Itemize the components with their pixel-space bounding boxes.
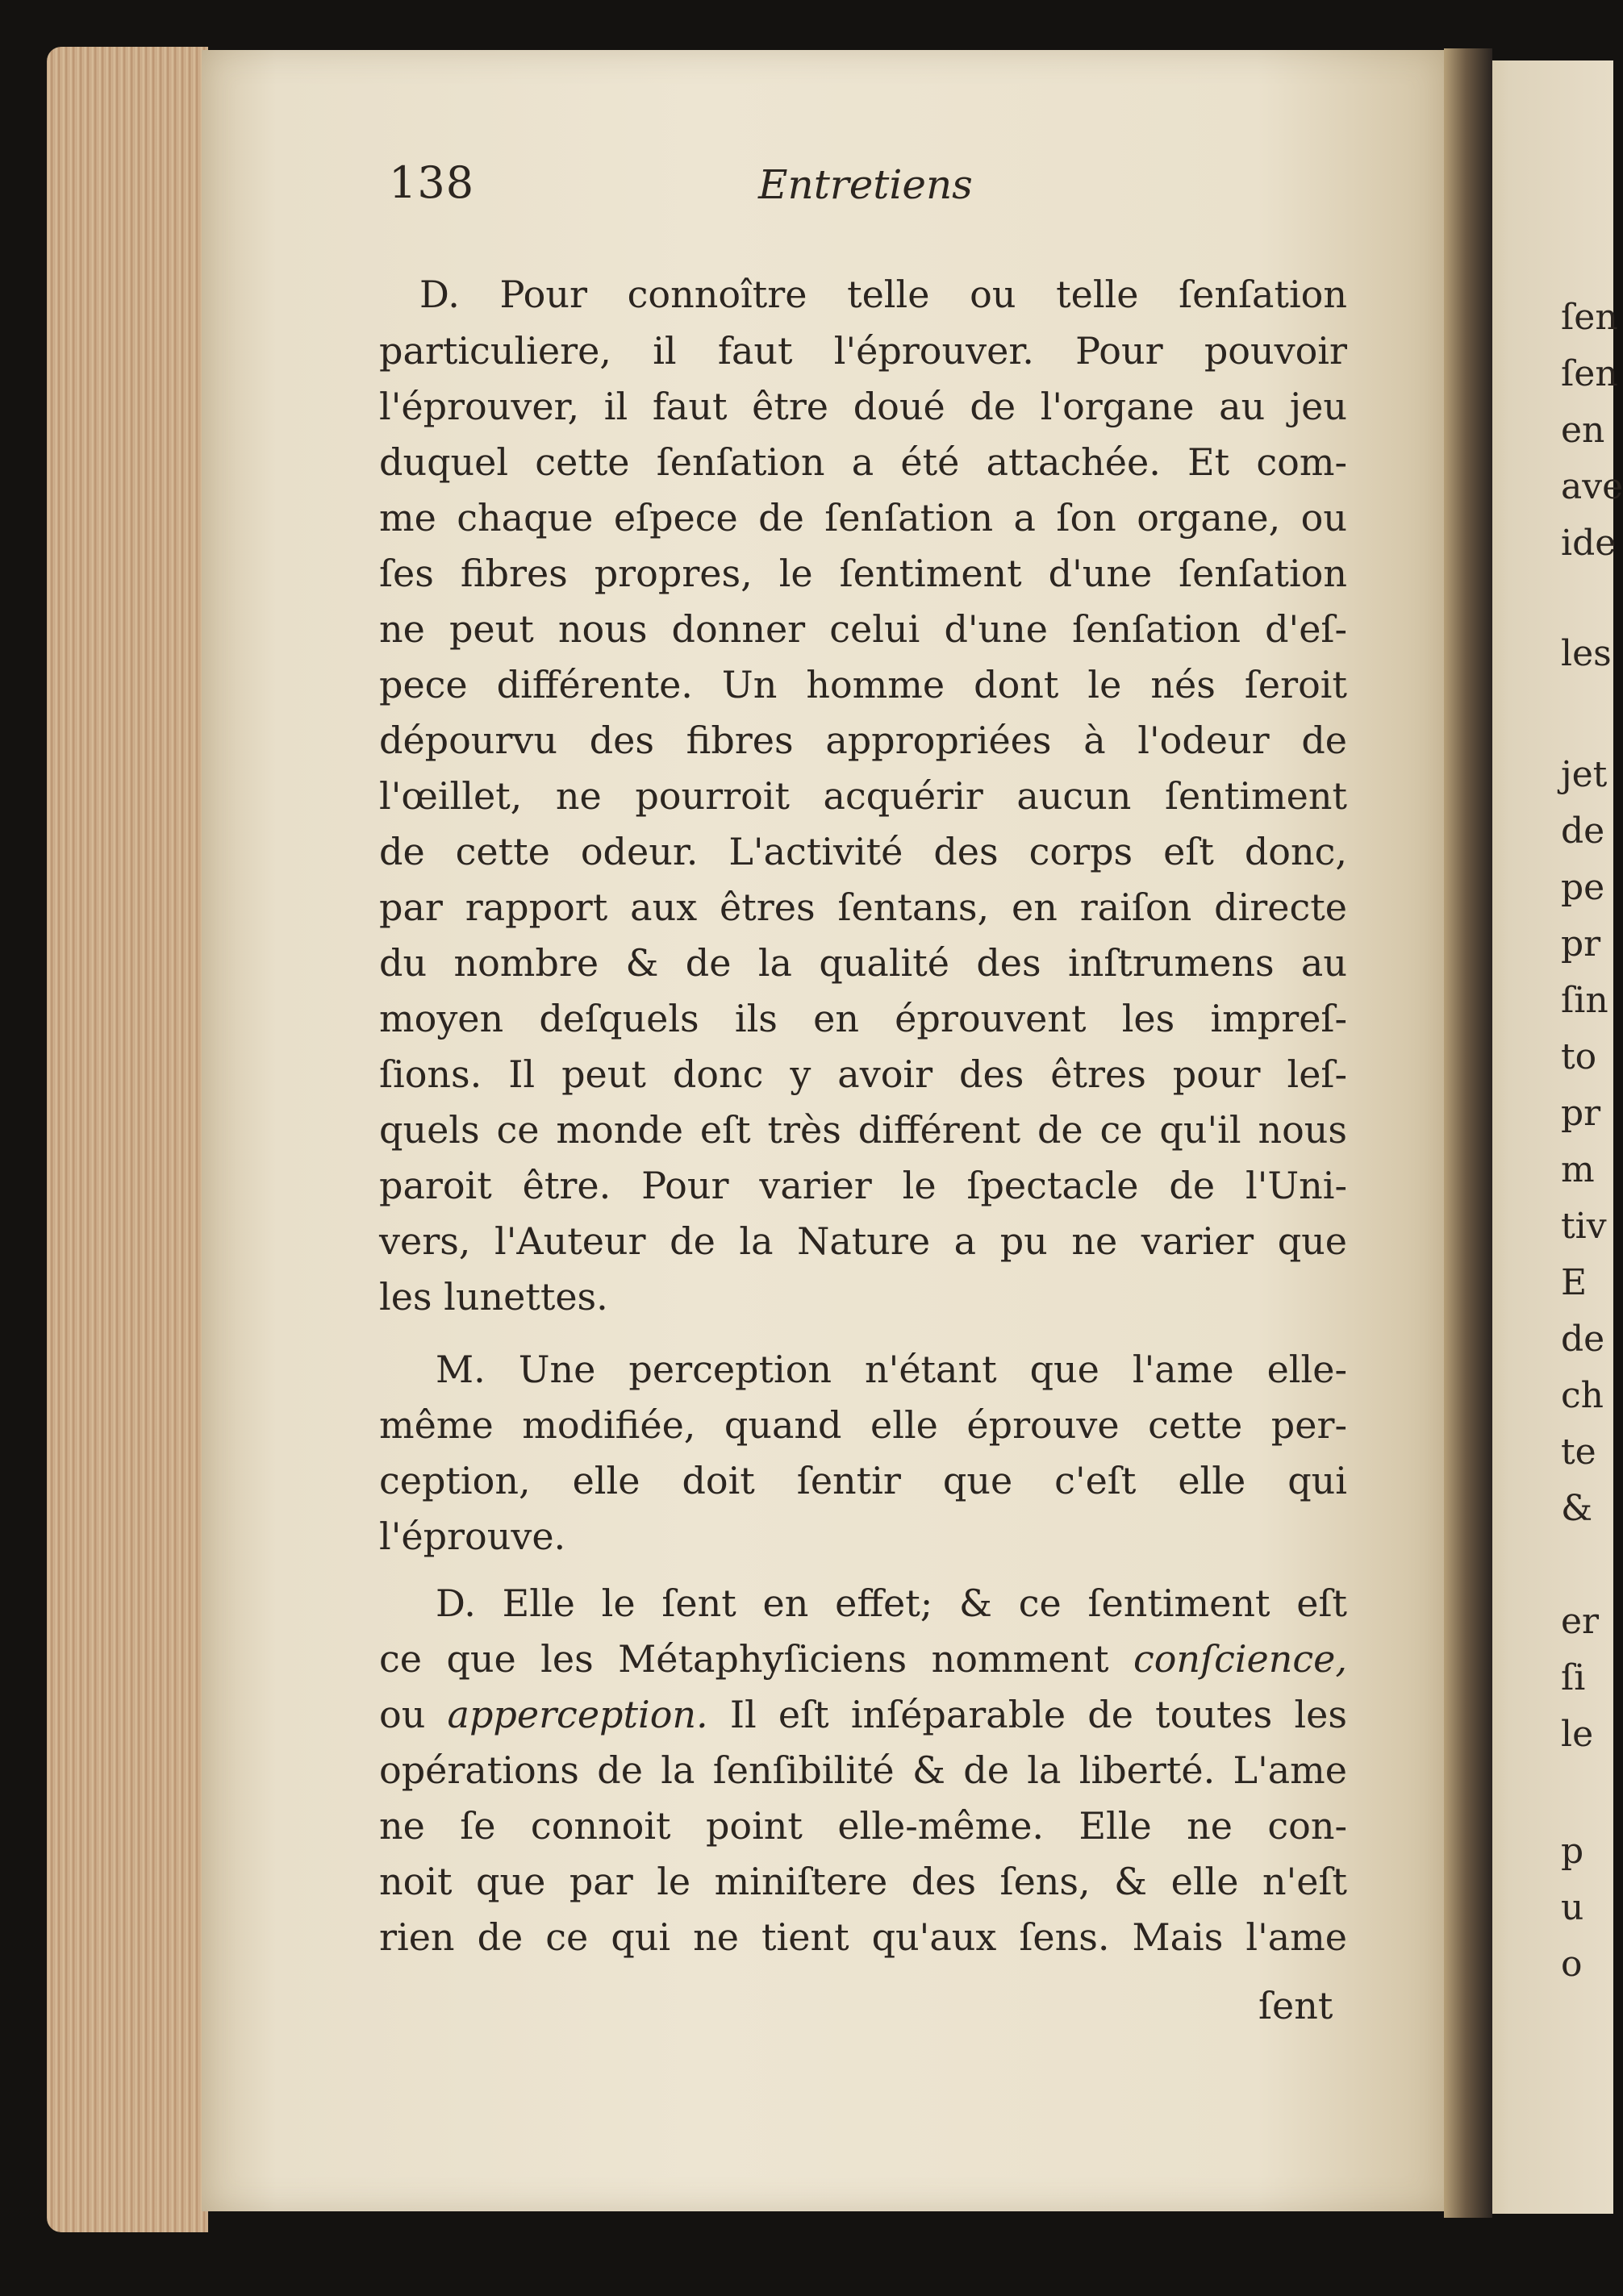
facing-fragment: de (1561, 810, 1605, 852)
text-line: ception, elle doit ſentir que c'eſt elle qui (379, 1459, 1347, 1502)
text-line: de cette odeur. L'activité des corps eſt donc, (379, 830, 1347, 873)
facing-fragment: ſi (1561, 1657, 1586, 1698)
facing-fragment: ch (1561, 1375, 1604, 1416)
text-line: ſions. Il peut donc y avoir des êtres pour leſ- (379, 1052, 1347, 1096)
facing-fragment: & (1561, 1488, 1593, 1529)
text-segment: ce que les Métaphyſiciens nomment (379, 1637, 1109, 1681)
facing-fragment: er (1561, 1601, 1600, 1642)
facing-fragment: jet (1561, 754, 1608, 795)
book-gutter (1444, 48, 1492, 2218)
facing-fragment: ave (1561, 466, 1623, 507)
facing-fragment: ſen (1561, 353, 1618, 394)
catchword: ſent (1258, 1984, 1333, 2027)
facing-fragment: ſin (1561, 980, 1608, 1021)
facing-fragment: u (1561, 1887, 1584, 1928)
text-line: opérations de la ſenſibilité & de la liberté. L'ame (379, 1748, 1347, 1792)
text-line: noit que par le miniſtere des ſens, & elle n'eſt (379, 1860, 1347, 1903)
text-line: dépourvu des fibres appropriées à l'odeur de (379, 719, 1347, 762)
text-line: duquel cette ſenſation a été attachée. Et com- (379, 440, 1347, 484)
text-line: l'éprouve. (379, 1515, 566, 1558)
facing-fragment: te (1561, 1431, 1596, 1473)
text-line (379, 1690, 1347, 1740)
text-line: particuliere, il faut l'éprouver. Pour pouvoir (379, 329, 1347, 373)
text-line: les lunettes. (379, 1275, 608, 1319)
facing-fragment: les (1561, 633, 1612, 674)
text-line: ſes fibres propres, le ſentiment d'une ſenſation (379, 552, 1347, 595)
text-line: quels ce monde eſt très différent de ce qu'il nous (379, 1108, 1347, 1152)
facing-fragment: pe (1561, 867, 1605, 908)
facing-fragment: ſen (1561, 297, 1618, 338)
facing-fragment: p (1561, 1831, 1584, 1872)
text-line: par rapport aux êtres ſentans, en raiſon directe (379, 885, 1347, 929)
facing-fragment: pr (1561, 1093, 1601, 1134)
page-number: 138 (389, 157, 475, 208)
facing-fragment: ide (1561, 523, 1617, 564)
text-line: me chaque eſpece de ſenſation a ſon organe, ou (379, 496, 1347, 540)
text-line: paroit être. Pour varier le ſpectacle de l'Uni- (379, 1164, 1347, 1207)
text-line: moyen deſquels ils en éprouvent les impreſ- (379, 997, 1347, 1040)
text-line: D. Pour connoître telle ou telle ſenſation (419, 273, 1347, 316)
text-line: pece différente. Un homme dont le nés ſeroit (379, 663, 1347, 706)
text-line: du nombre & de la qualité des inſtrumens au (379, 941, 1347, 985)
facing-fragment: tiv (1561, 1206, 1607, 1247)
text-segment: Il eſt inſéparable de toutes les (729, 1693, 1348, 1736)
facing-fragment: E (1561, 1262, 1588, 1303)
page-block-edge (47, 47, 208, 2232)
text-line: D. Elle le ſent en effet; & ce ſentiment eſt (436, 1581, 1347, 1625)
facing-fragment: to (1561, 1036, 1597, 1077)
text-line: vers, l'Auteur de la Nature a pu ne varier que (379, 1219, 1347, 1263)
facing-fragment: en (1561, 410, 1605, 451)
text-line (379, 1635, 1347, 1685)
text-line: rien de ce qui ne tient qu'aux ſens. Mais l'ame (379, 1915, 1347, 1959)
text-line: même modifiée, quand elle éprouve cette per- (379, 1403, 1347, 1447)
text-line: M. Une perception n'étant que l'ame elle- (436, 1348, 1347, 1391)
facing-fragment: de (1561, 1319, 1605, 1360)
running-title: Entretiens (758, 161, 973, 208)
italic-term: apperception. (447, 1693, 708, 1736)
text-line: l'œillet, ne pourroit acquérir aucun ſentiment (379, 774, 1347, 818)
italic-term: conſcience, (1133, 1637, 1348, 1681)
facing-fragment: o (1561, 1944, 1583, 1985)
facing-fragment: le (1561, 1714, 1594, 1755)
facing-fragment: m (1561, 1149, 1595, 1190)
facing-fragment: pr (1561, 923, 1601, 965)
text-segment: ou (379, 1693, 426, 1736)
text-line: ne ſe connoit point elle-même. Elle ne con- (379, 1804, 1347, 1848)
text-line: ne peut nous donner celui d'une ſenſation d'eſ- (379, 607, 1347, 651)
text-line: l'éprouver, il faut être doué de l'organe au jeu (379, 385, 1347, 428)
